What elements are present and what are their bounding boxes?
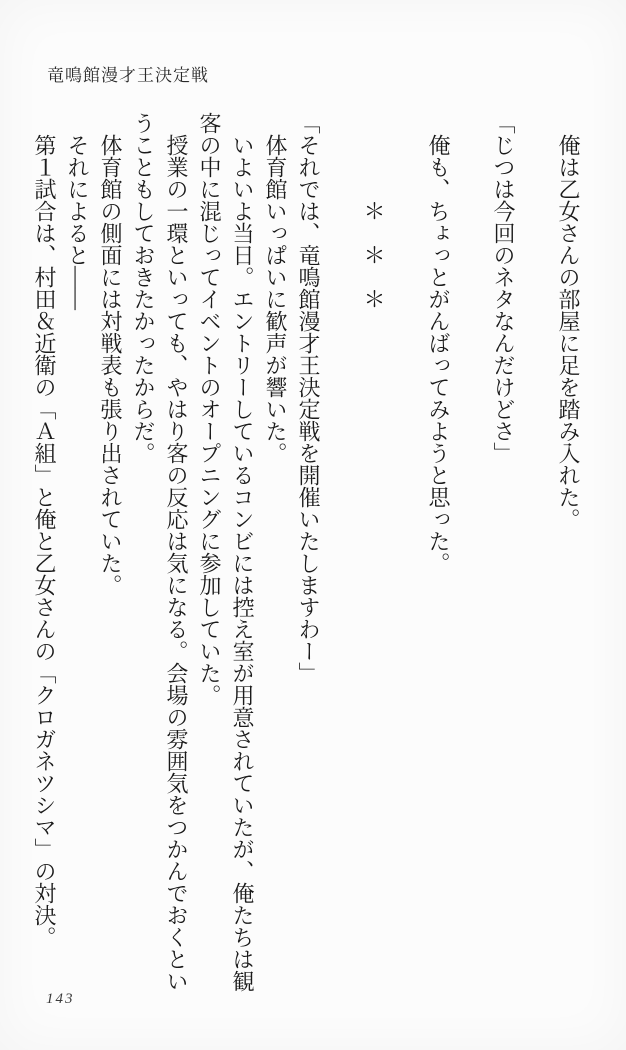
paragraph-dialogue: 「それでは、竜鳴館漫才王決定戦を開催いたしますわー」 <box>296 112 321 684</box>
paragraph: 体育館の側面には対戦表も張り出されていた。 <box>98 112 123 596</box>
paragraph: 授業の一環といっても、やはり客の反応は気になる。会場の雰囲気をつかんでおくということもしておきたかったからだ。 <box>131 112 189 992</box>
running-header: 竜鳴館漫才王決定戦 <box>47 66 209 85</box>
paragraph: それによると―― <box>65 112 90 310</box>
paragraph-dialogue: 「じつは今回のネタなんだけどさ」 <box>491 112 516 464</box>
section-break-asterisks: ＊ ＊ ＊ <box>361 112 386 310</box>
paragraph: 第１試合は、村田＆近衛の「Ａ組」と俺と乙女さんの「クロガネツシマ」の対決。 <box>32 112 57 948</box>
paragraph: いよいよ当日。エントリーしているコンビには控え室が用意されていたが、俺たちは観客の中に混じってイベントのオープニングに参加していた。 <box>197 112 255 992</box>
paragraph: 俺は乙女さんの部屋に足を踏み入れた。 <box>556 112 581 530</box>
paragraph: 俺も、ちょっとがんばってみようと思った。 <box>426 112 451 574</box>
body-text <box>28 112 585 1002</box>
page-number: 143 <box>46 991 75 1007</box>
paragraph: 体育館いっぱいに歓声が響いた。 <box>263 112 288 464</box>
